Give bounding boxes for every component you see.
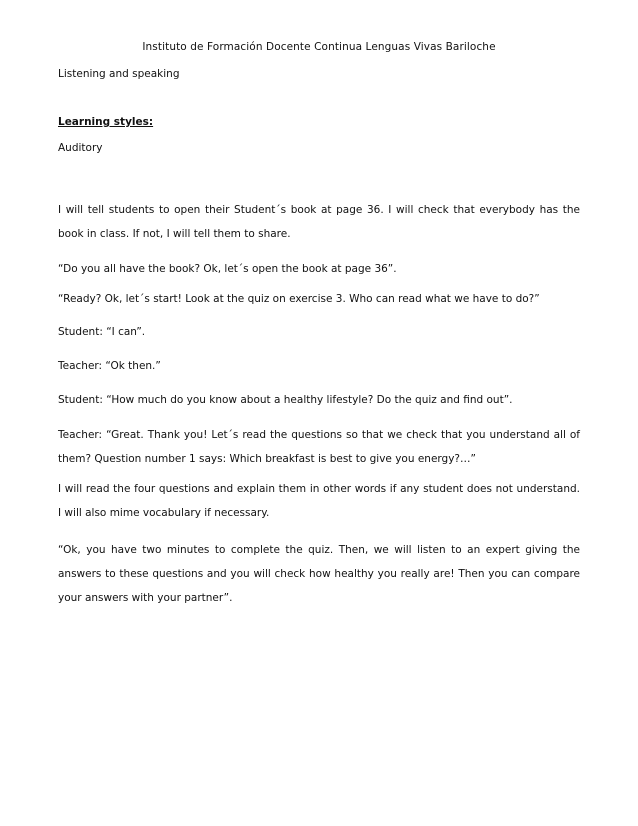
paragraph-3: “Ready? Ok, let´s start! Look at the quiz on exercise 3. Who can read what we have to do?” [58,293,540,305]
paragraph-8: I will read the four questions and explain them in other words if any student does not understand. I will also mime vocabulary if necessary. [58,483,580,519]
section-heading: Learning styles: [58,116,154,128]
subject-line: Listening and speaking [58,68,180,80]
paragraph-5: Teacher: “Ok then.” [58,360,161,372]
paragraph-4: Student: “I can”. [58,326,146,338]
paragraph-1: I will tell students to open their Student´s book at page 36. I will check that everybody has the book in class. If not, I will tell them to share. [58,204,580,240]
paragraph-2: “Do you all have the book? Ok, let´s open the book at page 36”. [58,263,397,275]
learning-style: Auditory [58,142,103,154]
paragraph-7: Teacher: “Great. Thank you! Let´s read the questions so that we check that you understand all of them? Question number 1 says: Which breakfast is best to give you energy?…” [58,429,580,465]
paragraph-9: “Ok, you have two minutes to complete the quiz. Then, we will listen to an expert giving the answers to these questions and you will check how healthy you really are! Then you can compare your answers with your partner”. [58,544,580,604]
page-header: Instituto de Formación Docente Continua Lenguas Vivas Bariloche [142,41,496,53]
paragraph-6: Student: “How much do you know about a healthy lifestyle? Do the quiz and find out”. [58,394,513,406]
